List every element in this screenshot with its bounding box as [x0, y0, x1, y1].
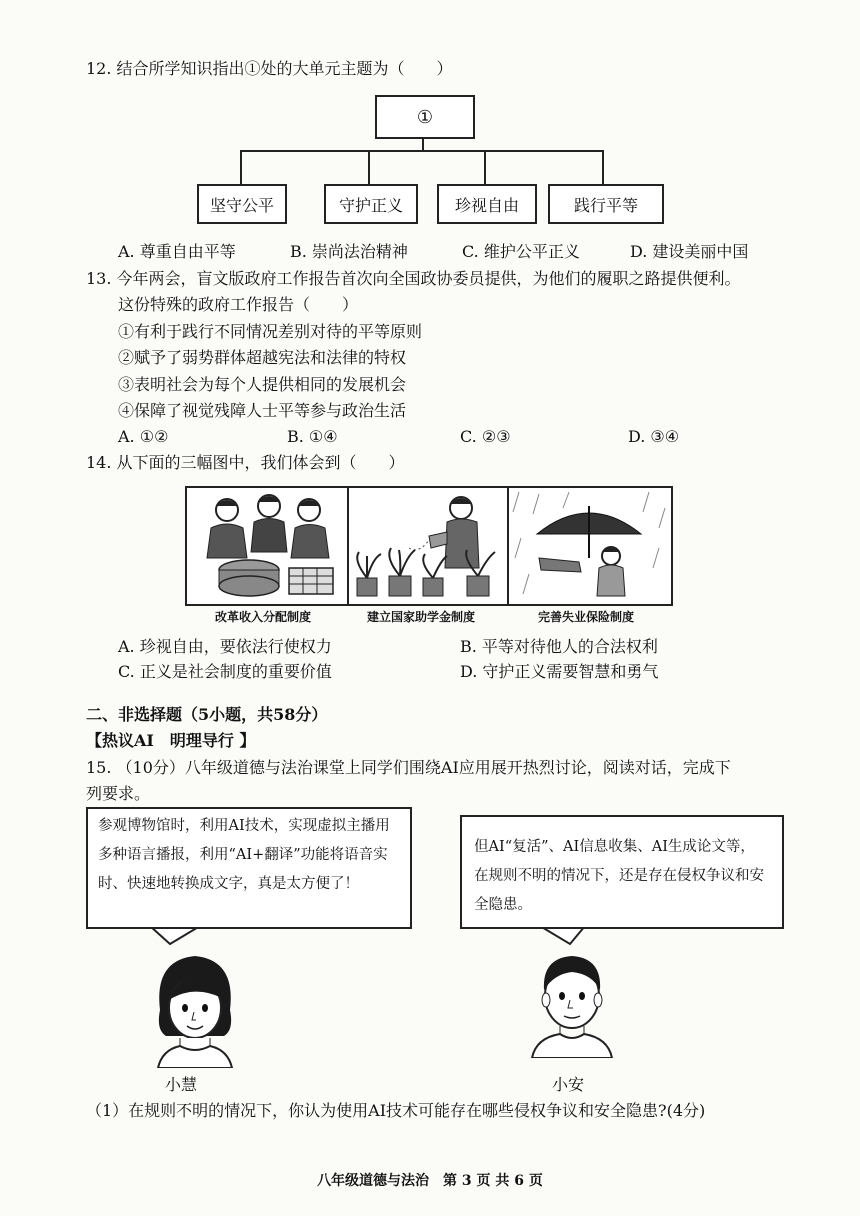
q13-item: ①有利于践行不同情况差别对待的平等原则 — [118, 322, 423, 341]
section-title: 二、非选择题（5小题，共58分） — [86, 705, 328, 724]
speech-bubble-right-text: 但AI“复活”、AI信息收集、AI生成论文等，在规则不明的情况下，还是存在侵权争议和安全隐患。 — [474, 839, 764, 913]
q13-option-a: A. ①② — [118, 427, 169, 446]
portrait-boy — [528, 950, 616, 1058]
page-footer: 八年级道德与法治 第 3 页 共 6 页 — [317, 1173, 543, 1189]
portrait-girl — [150, 950, 240, 1068]
q13-option-d: D. ③④ — [628, 427, 680, 446]
caption-unemployment-insurance: 完善失业保险制度 — [538, 610, 635, 624]
q14-option-d: D. 守护正义需要智慧和勇气 — [460, 662, 659, 681]
q12-option-d: D. 建设美丽中国 — [630, 242, 749, 261]
q14-option-a: A. 珍视自由，要依法行使权力 — [118, 637, 332, 656]
diagram-child-box: 践行平等 — [548, 184, 664, 224]
section-subtitle: 【热议AI 明理导行 】 — [86, 731, 256, 750]
speech-bubble-left — [86, 807, 412, 929]
q13-stem-cont: 这份特殊的政府工作报告（ ） — [118, 295, 359, 314]
q14-option-c: C. 正义是社会制度的重要价值 — [118, 662, 332, 681]
diagram-child-box: 守护正义 — [324, 184, 418, 224]
diagram-child-box: 珍视自由 — [437, 184, 537, 224]
q13-item: ②赋予了弱势群体超越宪法和法律的特权 — [118, 348, 407, 367]
diagram-root-box: ① — [375, 95, 475, 139]
q14-option-b: B. 平等对待他人的合法权利 — [460, 637, 658, 656]
q15-stem-cont: 列要求。 — [86, 784, 151, 803]
diagram-child-box: 坚守公平 — [197, 184, 287, 224]
q12-stem: 12. 结合所学知识指出①处的大单元主题为（ ） — [86, 59, 453, 78]
q12-option-a: A. 尊重自由平等 — [118, 242, 236, 261]
q12-option-b: B. 崇尚法治精神 — [290, 242, 408, 261]
q13-stem: 13. 今年两会，盲文版政府工作报告首次向全国政协委员提供，为他们的履职之路提供便利。 — [86, 269, 741, 288]
q12-option-c: C. 维护公平正义 — [462, 242, 580, 261]
q13-item: ④保障了视觉残障人士平等参与政治生活 — [118, 401, 407, 420]
q15-sub1: （1）在规则不明的情况下，你认为使用AI技术可能存在哪些侵权争议和安全隐患?(4分) — [86, 1101, 706, 1120]
speech-bubble-left-text: 参观博物馆时，利用AI技术，实现虚拟主播用多种语言播报，利用“AI+翻译”功能将语音实时、快速地转换成文字，真是太方便了！ — [98, 818, 390, 892]
name-left: 小慧 — [165, 1075, 198, 1094]
q14-stem: 14. 从下面的三幅图中，我们体会到（ ） — [86, 453, 405, 472]
q15-stem: 15. （10分）八年级道德与法治课堂上同学们围绕AI应用展开热烈讨论，阅读对话，完成下 — [86, 758, 731, 777]
speech-bubble-right — [460, 815, 784, 929]
caption-income-distribution: 改革收入分配制度 — [215, 610, 312, 624]
name-right: 小安 — [552, 1075, 585, 1094]
q13-item: ③表明社会为每个人提供相同的发展机会 — [118, 375, 407, 394]
q13-option-c: C. ②③ — [460, 427, 511, 446]
q13-option-b: B. ①④ — [287, 427, 338, 446]
caption-student-grant: 建立国家助学金制度 — [367, 610, 476, 624]
